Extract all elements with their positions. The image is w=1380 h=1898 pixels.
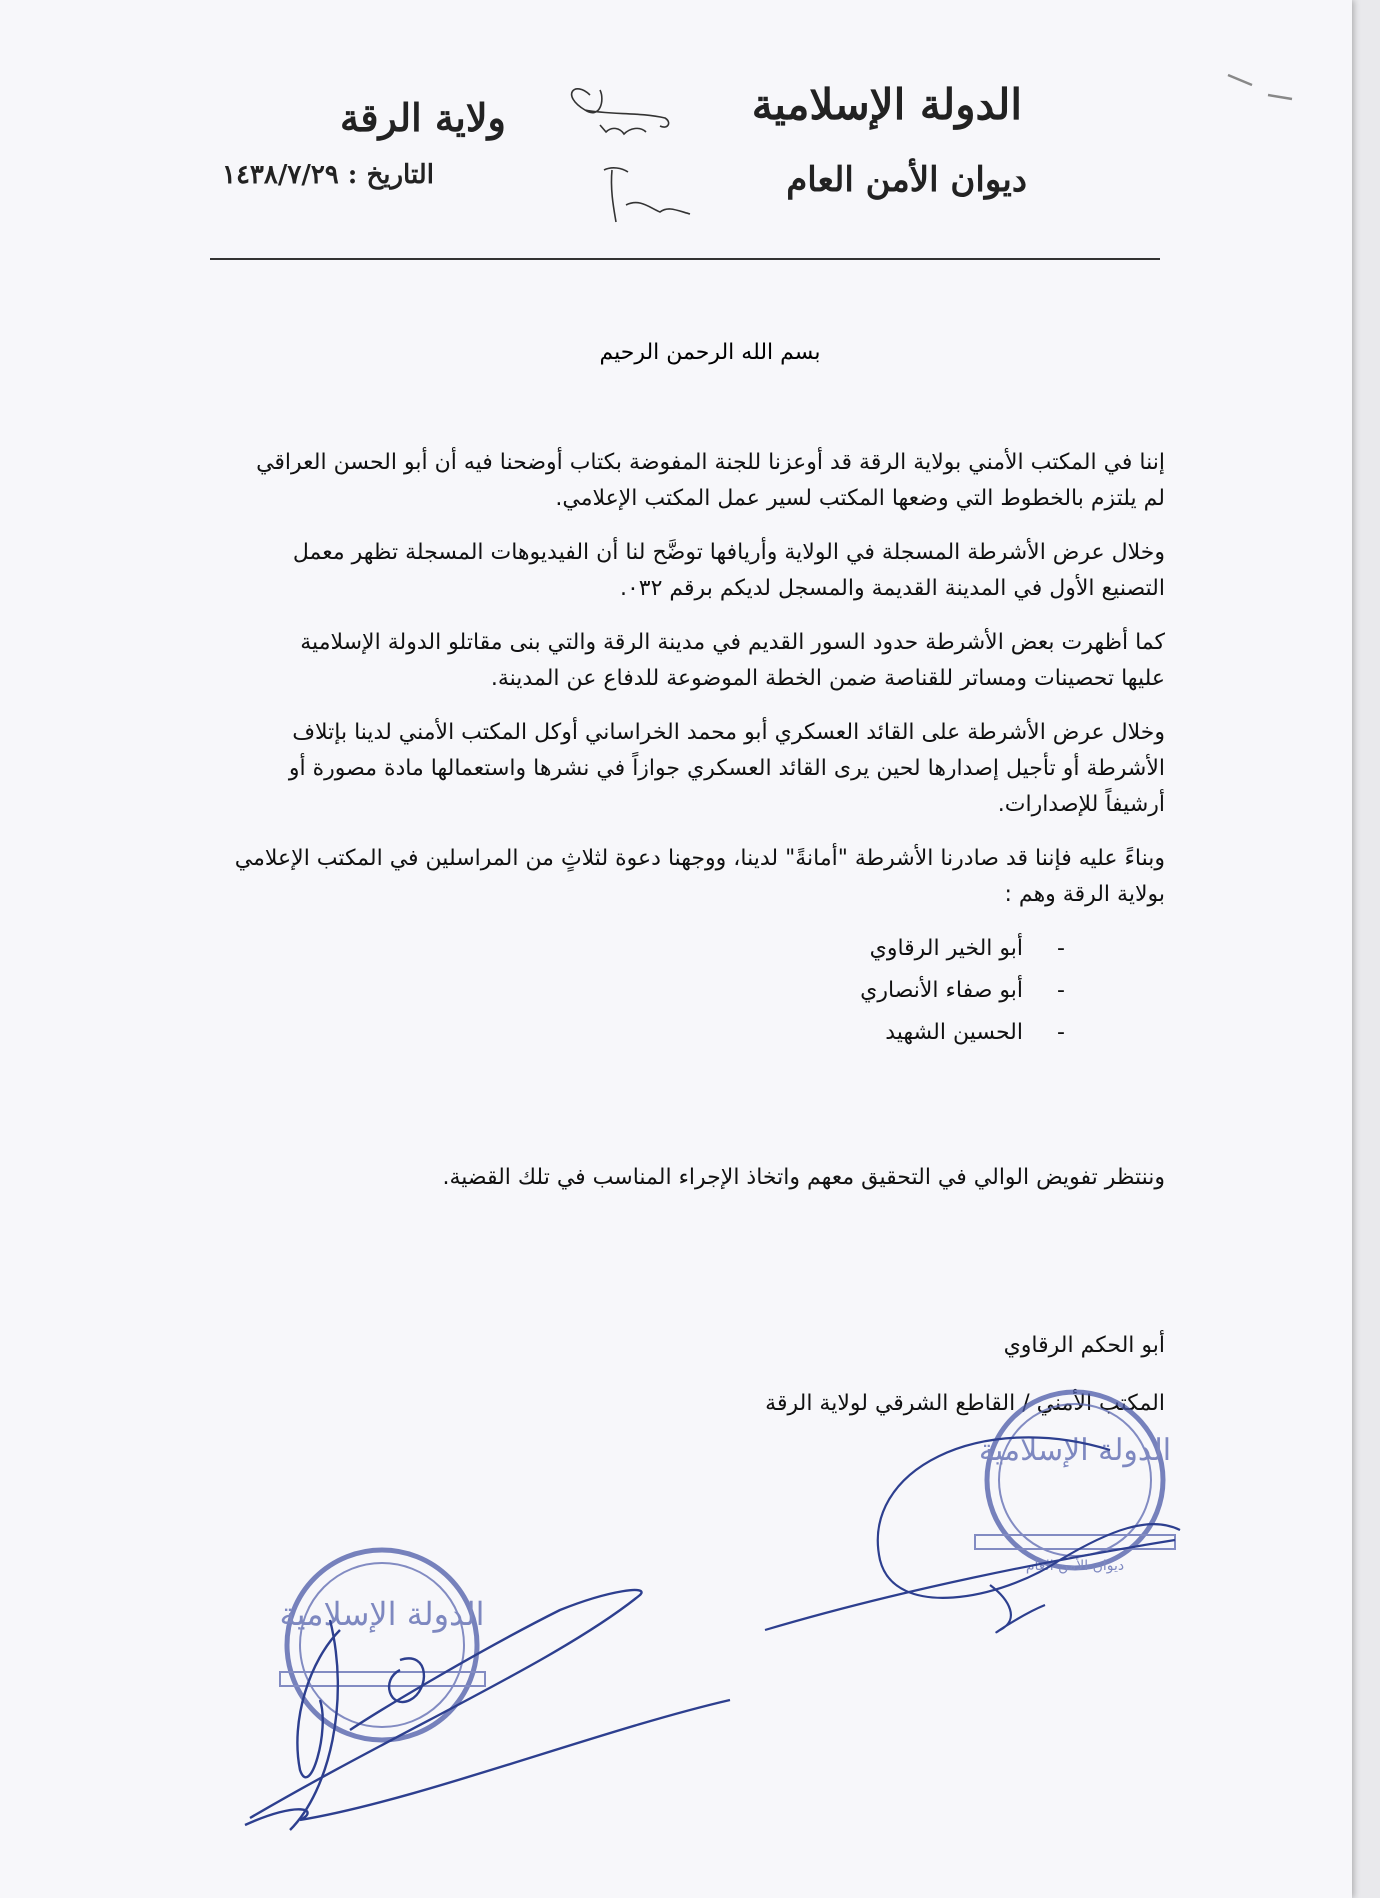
- paragraph-1: إننا في المكتب الأمني بولاية الرقة قد أوعزنا للجنة المفوضة بكتاب أوضحنا فيه أن أبو الحسن العراقي لم يلتزم بالخطوط التي وضعها المكتب لسير عمل المكتب الإعلامي.: [256, 450, 1165, 511]
- signatory-name: أبو الحكم الرقاوي: [1003, 1333, 1165, 1358]
- header-province: ولاية الرقة: [340, 95, 506, 140]
- stamp-lettering: الدولة الإسلامية: [279, 1595, 485, 1633]
- closing-line: وننتظر تفويض الوالي في التحقيق معهم واتخاذ الإجراء المناسب في تلك القضية.: [442, 1165, 1165, 1190]
- stamp-lettering: الدولة الإسلامية: [978, 1433, 1172, 1468]
- header-department: ديوان الأمن العام: [786, 160, 1027, 200]
- paragraph-4: وخلال عرض الأشرطة على القائد العسكري أبو محمد الخراساني أوكل المكتب الأمني لدينا بإتلاف الأشرطة أو تأجيل إصدارها لحين يرى القائد العسكري جوازاً في نشرها واستعمالها مادة مصورة أو أرشيفاً للإصدارات.: [288, 720, 1165, 817]
- paragraph-5: وبناءً عليه فإننا قد صادرنا الأشرطة "أمانةً" لدينا، ووجهنا دعوة لثلاثٍ من المراسلين في المكتب الإعلامي بولاية الرقة وهم :: [234, 846, 1165, 907]
- list-item: -الحسين الشهيد: [885, 1020, 1065, 1045]
- right-stamp: [975, 1392, 1175, 1574]
- list-item: -أبو صفاء الأنصاري: [860, 978, 1065, 1003]
- header-date: التاريخ : ١٤٣٨/٧/٢٩: [222, 160, 434, 190]
- left-stamp: [280, 1550, 485, 1740]
- stamp-ring-text: ديوان الأمن العام: [1025, 1558, 1125, 1574]
- paragraph-2: وخلال عرض الأشرطة المسجلة في الولاية وأريافها توضَّح لنا أن الفيديوهات المسجلة تظهر معمل التصنيع الأول في المدينة القديمة والمسجل لديكم برقم ٠٣٢.: [292, 540, 1165, 601]
- list-item: -أبو الخير الرقاوي: [869, 936, 1065, 961]
- header-state-title: الدولة الإسلامية: [751, 80, 1022, 129]
- paragraph-3: كما أظهرت بعض الأشرطة حدود السور القديم في مدينة الرقة والتي بنى مقاتلو الدولة الإسلامية عليها تحصينات ومساتر للقناصة ضمن الخطة الموضوعة للدفاع عن المدينة.: [300, 630, 1165, 691]
- basmala: بسم الله الرحمن الرحيم: [599, 340, 821, 365]
- signatory-office: المكتب الأمني / القاطع الشرقي لولاية الرقة: [765, 1391, 1165, 1416]
